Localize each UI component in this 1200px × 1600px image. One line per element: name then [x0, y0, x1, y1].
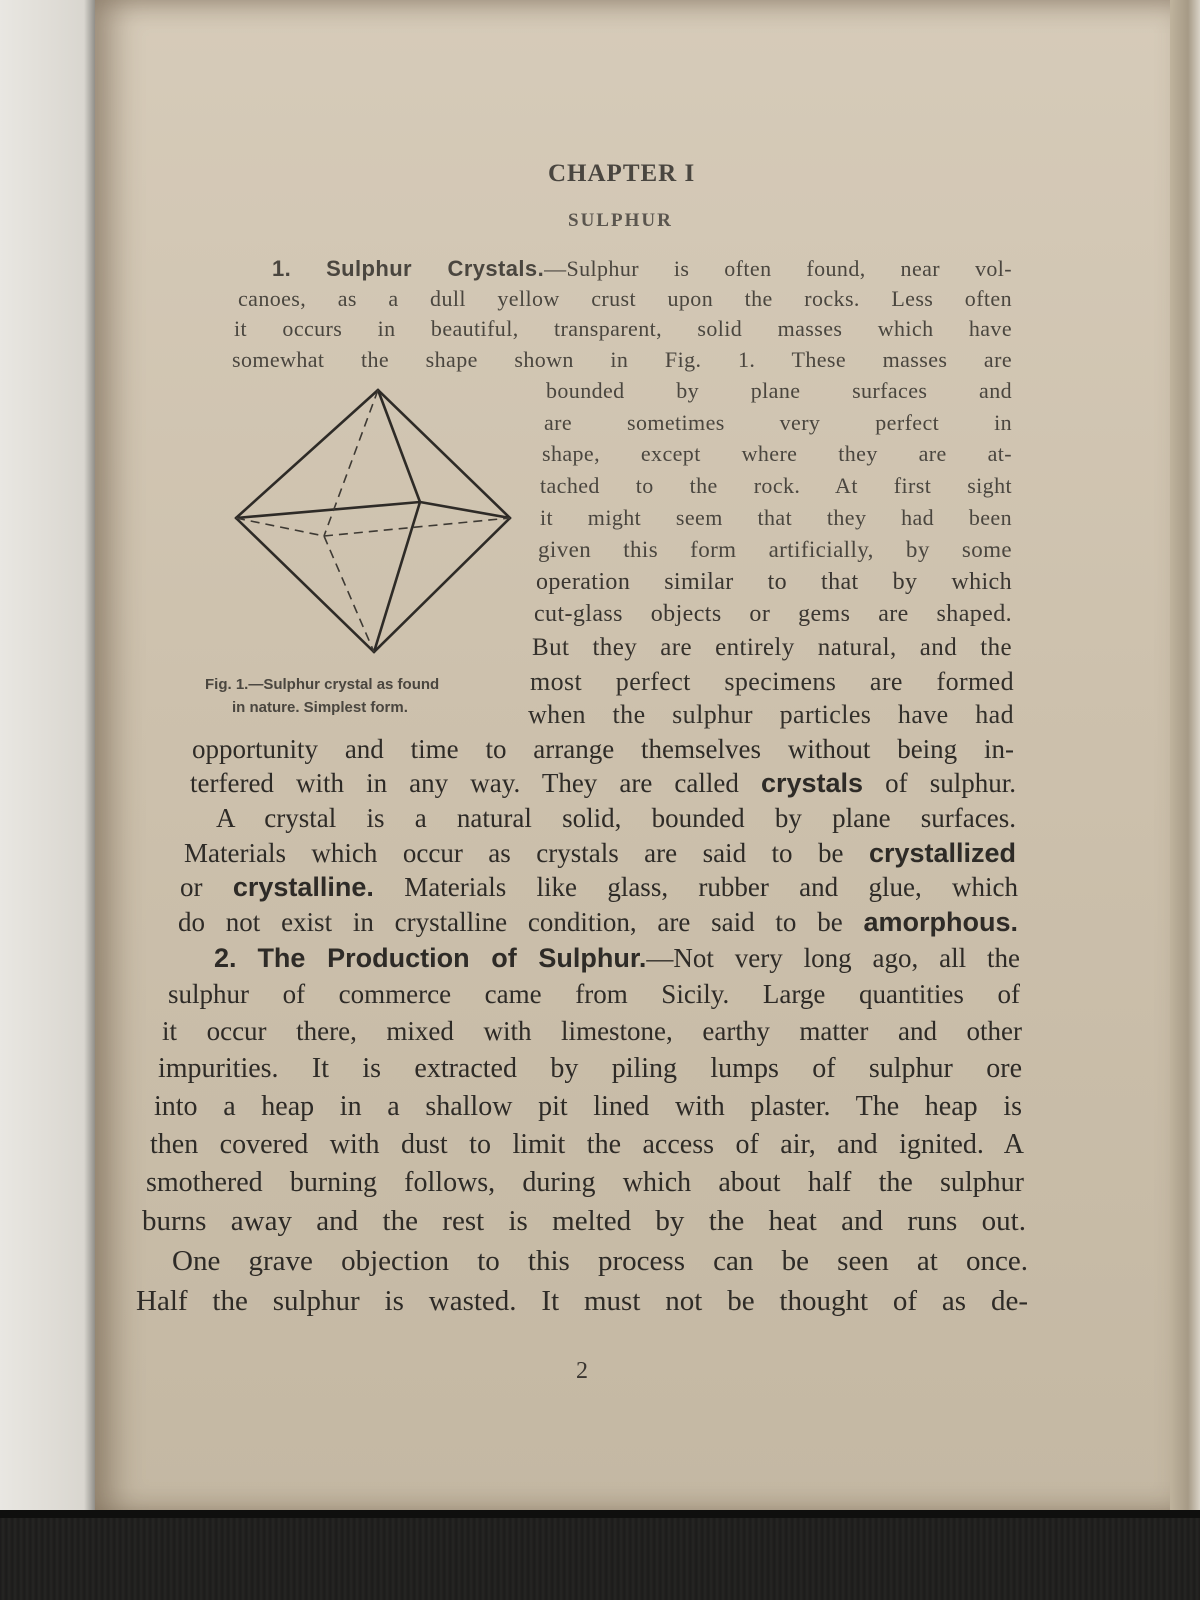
- section-number: 2.: [214, 943, 237, 973]
- paragraph-line: when the sulphur particles have had: [528, 700, 1014, 729]
- paragraph-line: into a heap in a shallow pit lined with plaster. The heap is: [154, 1091, 1022, 1122]
- hidden-edge: [324, 518, 510, 536]
- term-amorphous: amorphous.: [863, 907, 1019, 937]
- sulphur-crystal-figure: [232, 388, 528, 670]
- line-text: of sulphur.: [885, 768, 1017, 798]
- hidden-edge: [324, 536, 374, 652]
- paragraph-line: are sometimes very perfect in: [544, 410, 1012, 435]
- paragraph-line: cut-glass objects or gems are shaped.: [534, 601, 1012, 627]
- paragraph-line: it occur there, mixed with limestone, earthy matter and other: [162, 1016, 1022, 1046]
- page-number: 2: [576, 1358, 588, 1384]
- paragraph-line: somewhat the shape shown in Fig. 1. These masses are: [232, 347, 1012, 372]
- figure-caption: Fig. 1.—Sulphur crystal as found: [205, 676, 440, 693]
- paragraph-line: given this form artificially, by some: [538, 537, 1012, 562]
- line-text: —Not very long ago, all the: [646, 943, 1021, 973]
- paragraph-line: [272, 256, 1012, 282]
- paragraph-line: sulphur of commerce came from Sicily. Large quantities of: [168, 979, 1020, 1009]
- section-number: 1.: [272, 256, 292, 281]
- book-cover: [0, 1510, 1200, 1600]
- paragraph-line: [184, 838, 1016, 869]
- term-crystallized: crystallized: [868, 838, 1017, 868]
- chapter-heading: CHAPTER I: [548, 160, 696, 187]
- paragraph-line: opportunity and time to arrange themselves without being in-: [192, 734, 1014, 764]
- paragraph-line: it might seem that they had been: [540, 505, 1012, 530]
- paragraph-line: [178, 907, 1018, 938]
- line-text: terfered with in any way. They are called: [190, 768, 739, 798]
- crystal-edge: [378, 390, 420, 502]
- paragraph-line: But they are entirely natural, and the: [532, 634, 1012, 661]
- paragraph-line: [180, 872, 1018, 903]
- crystal-edge: [236, 390, 378, 518]
- paragraph-line: A crystal is a natural solid, bounded by plane surfaces.: [216, 803, 1016, 833]
- section-heading: The Production of Sulphur.: [257, 943, 647, 973]
- paragraph-line: impurities. It is extracted by piling lumps of sulphur ore: [158, 1053, 1022, 1084]
- crystal-edge: [236, 502, 420, 518]
- crystal-edge: [236, 518, 374, 652]
- paragraph-line: burns away and the rest is melted by the heat and runs out.: [142, 1205, 1026, 1237]
- paragraph-line: canoes, as a dull yellow crust upon the rocks. Less often: [238, 286, 1012, 311]
- paragraph-line: most perfect specimens are formed: [530, 667, 1014, 696]
- paragraph-line: One grave objection to this process can be seen at once.: [172, 1245, 1028, 1277]
- paragraph-line: [214, 943, 1020, 974]
- hidden-edge: [236, 518, 324, 536]
- paragraph-line: it occurs in beautiful, transparent, solid masses which have: [234, 316, 1012, 341]
- page-edges: [1170, 0, 1200, 1540]
- paragraph-line: then covered with dust to limit the access of air, and ignited. A: [150, 1129, 1024, 1160]
- paragraph-line: bounded by plane surfaces and: [546, 378, 1012, 403]
- paragraph-line: shape, except where they are at-: [542, 441, 1012, 466]
- paragraph-line: Half the sulphur is wasted. It must not be thought of as de-: [136, 1285, 1028, 1317]
- chapter-title: SULPHUR: [568, 210, 673, 231]
- line-text: —Sulphur is often found, near vol-: [544, 256, 1012, 281]
- paragraph-line: [190, 768, 1016, 799]
- hidden-edge: [324, 390, 378, 536]
- line-text: or: [180, 872, 203, 902]
- line-text: Materials like glass, rubber and glue, which: [404, 872, 1019, 902]
- paragraph-line: tached to the rock. At first sight: [540, 473, 1012, 498]
- figure-caption: in nature. Simplest form.: [232, 699, 408, 716]
- crystal-edge: [378, 390, 510, 518]
- line-text: Materials which occur as crystals are said to be: [184, 838, 844, 868]
- section-heading: Sulphur Crystals.: [326, 256, 545, 281]
- paragraph-line: smothered burning follows, during which about half the sulphur: [146, 1167, 1024, 1198]
- term-crystalline: crystalline.: [232, 872, 374, 902]
- line-text: do not exist in crystalline condition, are said to be: [178, 907, 843, 937]
- term-crystals: crystals: [760, 768, 864, 798]
- paragraph-line: operation similar to that by which: [536, 569, 1012, 595]
